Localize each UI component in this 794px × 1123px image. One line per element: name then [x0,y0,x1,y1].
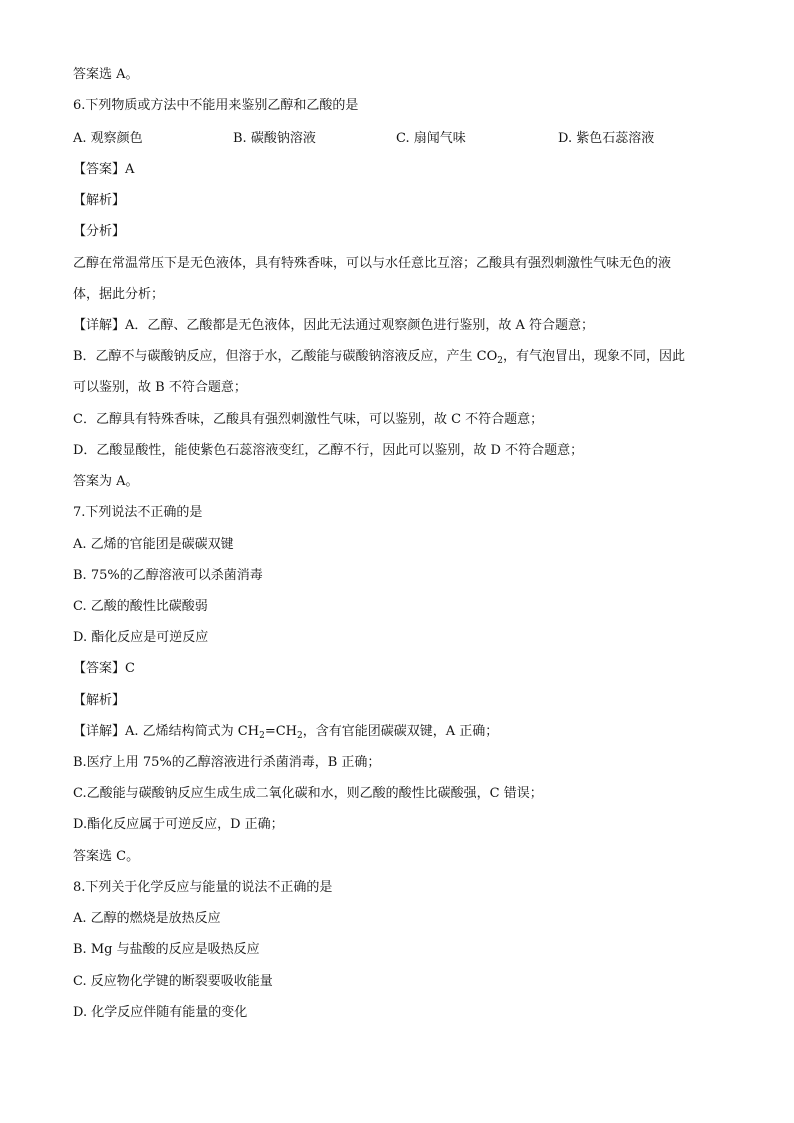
q6-stem: 6.下列物质或方法中不能用来鉴别乙醇和乙酸的是 [73,98,359,113]
q8-option-a: A. 乙醇的燃烧是放热反应 [73,911,221,926]
q6-fenxi-label: 【分析】 [73,224,126,239]
q7-answer: 【答案】C [73,661,135,676]
q7-detail-a-text-3: ，含有官能团碳碳双键，A 正确； [302,724,499,739]
q6-option-a: A. 观察颜色 [73,131,143,146]
q6-option-d: D. 紫色石蕊溶液 [558,131,655,146]
q7-detail-a-text-2: =CH [264,724,297,739]
q8-stem: 8.下列关于化学反应与能量的说法不正确的是 [73,880,333,895]
q6-detail-b-line-1 [73,348,685,366]
q6-analysis-line-1: 乙醇在常温常压下是无色液体，具有特殊香味，可以与水任意比互溶；乙酸具有强烈刺激性气味无色的液 [73,256,672,271]
q7-detail-a-text-1: 【详解】A. 乙烯结构简式为 CH [73,724,260,739]
q7-option-b: B. 75%的乙醇溶液可以杀菌消毒 [73,568,263,583]
q6-option-c: C. 扇闻气味 [396,131,466,146]
ch2-subscript-2: 2 [297,731,303,741]
q8-option-b: B. Mg 与盐酸的反应是吸热反应 [73,942,260,957]
q5-answer-choice: 答案选 A。 [73,67,139,82]
q7-detail-a [73,723,498,741]
q7-conclusion: 答案选 C。 [73,849,140,864]
q7-detail-d: D.酯化反应属于可逆反应，D 正确； [73,817,284,832]
q6-answer: 【答案】A [73,162,135,177]
q7-option-a: A. 乙烯的官能团是碳碳双键 [73,537,234,552]
q6-detail-d: D．乙酸显酸性，能使紫色石蕊溶液变红，乙醇不行，因此可以鉴别，故 D 不符合题意； [73,443,584,458]
q6-analysis-line-2: 体，据此分析； [73,287,165,302]
q7-detail-c: C.乙酸能与碳酸钠反应生成生成二氧化碳和水，则乙酸的酸性比碳酸强，C 错误； [73,786,543,801]
q7-detail-b: B.医疗上用 75%的乙醇溶液进行杀菌消毒，B 正确； [73,755,381,770]
q7-stem: 7.下列说法不正确的是 [73,505,203,520]
q7-option-c: C. 乙酸的酸性比碳酸弱 [73,599,208,614]
q8-option-d: D. 化学反应伴随有能量的变化 [73,1005,248,1020]
q6-detail-b-text-1: B．乙醇不与碳酸钠反应，但溶于水，乙酸能与碳酸钠溶液反应，产生 CO [73,349,498,364]
q7-option-d: D. 酯化反应是可逆反应 [73,630,209,645]
q7-jiexi-label: 【解析】 [73,693,126,708]
q6-detail-b-line-2: 可以鉴别，故 B 不符合题意； [73,380,247,395]
q6-conclusion: 答案为 A。 [73,474,139,489]
q6-detail-c: C．乙醇具有特殊香味，乙酸具有强烈刺激性气味，可以鉴别，故 C 不符合题意； [73,412,544,427]
q6-jiexi-label: 【解析】 [73,193,126,208]
q8-option-c: C. 反应物化学键的断裂要吸收能量 [73,974,273,989]
q6-option-b: B. 碳酸钠溶液 [233,131,316,146]
q6-detail-b-text-2: ，有气泡冒出，现象不同，因此 [503,349,686,364]
ch2-subscript-1: 2 [259,731,265,741]
q6-detail-a: 【详解】A．乙醇、乙酸都是无色液体，因此无法通过观察颜色进行鉴别，故 A 符合题意； [73,318,595,333]
co2-subscript: 2 [497,356,504,366]
